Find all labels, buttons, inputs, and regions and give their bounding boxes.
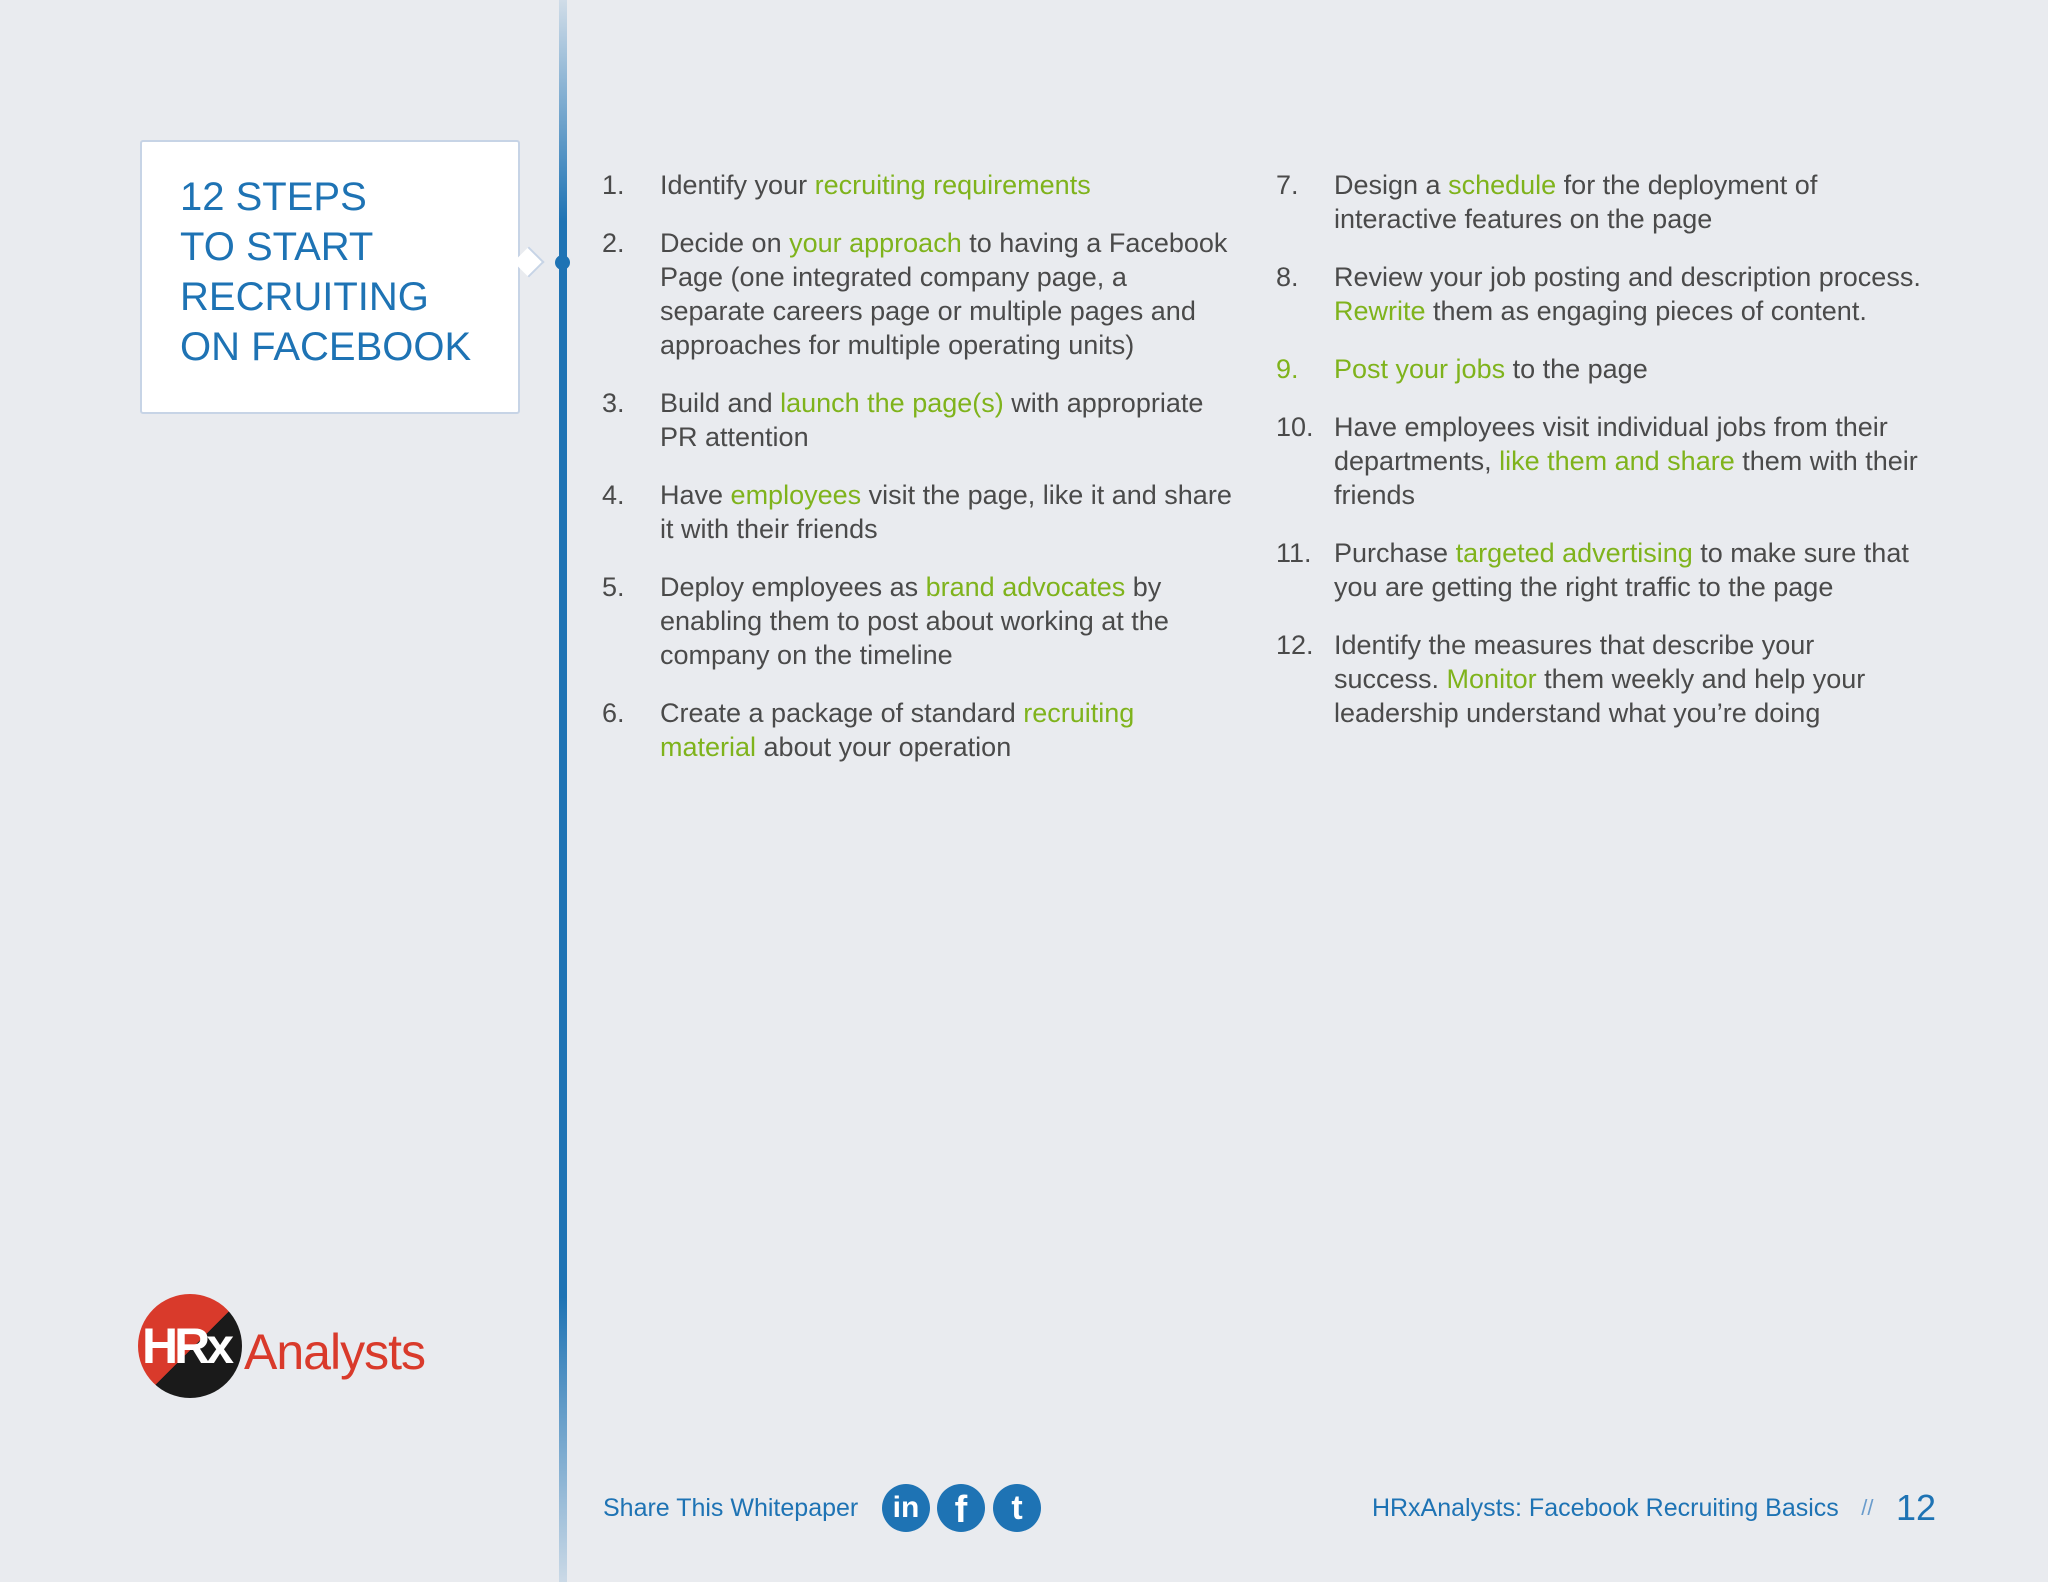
logo-mark-text: HRx bbox=[142, 1318, 231, 1374]
title-line-4: ON FACEBOOK bbox=[180, 325, 472, 369]
timeline-dot bbox=[555, 255, 570, 270]
step-text: to the page bbox=[1505, 354, 1648, 384]
steps-list-right bbox=[1276, 168, 1926, 754]
facebook-share-icon[interactable]: f bbox=[937, 1484, 985, 1532]
step-text: to make sure that you are getting the right traffic to the page bbox=[1334, 538, 1909, 602]
document-title: HRxAnalysts: Facebook Recruiting Basics bbox=[1371, 1494, 1839, 1522]
step-text: Build and bbox=[660, 388, 781, 418]
step-item bbox=[1276, 410, 1926, 512]
step-highlight: Rewrite bbox=[1334, 296, 1426, 326]
step-highlight: brand advocates bbox=[925, 572, 1126, 602]
step-highlight: Monitor bbox=[1446, 664, 1537, 694]
step-number: 3. bbox=[602, 388, 625, 418]
step-item bbox=[602, 386, 1232, 454]
step-text: Create a package of standard bbox=[660, 698, 1024, 728]
step-highlight: Post your jobs bbox=[1334, 354, 1506, 384]
step-number: 6. bbox=[602, 698, 625, 728]
step-highlight: like them and share bbox=[1499, 446, 1735, 476]
step-text: to having a Facebook Page (one integrated company page, a separate careers page or multiple pages and approaches for multiple operating units) bbox=[660, 228, 1228, 360]
step-highlight: recruiting material bbox=[660, 698, 1135, 762]
step-number: 4. bbox=[602, 480, 625, 510]
step-text: Review your job posting and description process. bbox=[1334, 262, 1921, 292]
twitter-share-icon[interactable]: t bbox=[993, 1484, 1041, 1532]
linkedin-share-icon[interactable]: in bbox=[882, 1484, 930, 1532]
step-item bbox=[602, 168, 1232, 202]
step-text: Design a bbox=[1334, 170, 1449, 200]
step-item bbox=[602, 478, 1232, 546]
step-number: 11. bbox=[1276, 538, 1312, 568]
step-highlight: your approach bbox=[789, 228, 962, 258]
title-line-2: TO START bbox=[180, 225, 374, 269]
page-footer bbox=[1371, 1487, 1936, 1528]
step-highlight: employees bbox=[730, 480, 862, 510]
step-item bbox=[602, 226, 1232, 362]
step-text: by enabling them to post about working at the company on the timeline bbox=[660, 572, 1169, 670]
step-text: them weekly and help your leadership understand what you’re doing bbox=[1334, 664, 1866, 728]
step-text: Identify the measures that describe your success. bbox=[1334, 630, 1815, 694]
share-label: Share This Whitepaper bbox=[603, 1494, 859, 1522]
footer-separator: // bbox=[1861, 1495, 1874, 1520]
step-text: them as engaging pieces of content. bbox=[1425, 296, 1867, 326]
step-highlight: schedule bbox=[1448, 170, 1557, 200]
step-highlight: recruiting requirements bbox=[814, 170, 1091, 200]
step-highlight: launch the page(s) bbox=[780, 388, 1004, 418]
title-line-1: 12 STEPS bbox=[180, 175, 367, 219]
section-callout bbox=[140, 140, 520, 414]
step-text: Decide on bbox=[660, 228, 790, 258]
step-item bbox=[1276, 536, 1926, 604]
step-number: 10. bbox=[1276, 412, 1314, 442]
step-number: 8. bbox=[1276, 262, 1299, 292]
step-item bbox=[1276, 352, 1926, 386]
step-text: visit the page, like it and share it with their friends bbox=[660, 480, 1232, 544]
vertical-rule bbox=[559, 0, 567, 1582]
step-text: for the deployment of interactive features on the page bbox=[1334, 170, 1818, 234]
logo-wordmark: Analysts bbox=[244, 1324, 425, 1380]
step-text: Purchase bbox=[1334, 538, 1456, 568]
step-text: with appropriate PR attention bbox=[660, 388, 1204, 452]
step-text: about your operation bbox=[756, 732, 1012, 762]
step-item bbox=[602, 570, 1232, 672]
title-line-3: RECRUITING bbox=[180, 275, 429, 319]
step-number: 2. bbox=[602, 228, 625, 258]
step-text: Have bbox=[660, 480, 731, 510]
step-item bbox=[1276, 260, 1926, 328]
step-number: 5. bbox=[602, 572, 625, 602]
step-number: 9. bbox=[1276, 354, 1299, 384]
steps-list-left bbox=[602, 168, 1232, 788]
step-text: Have employees visit individual jobs from their departments, bbox=[1334, 412, 1888, 476]
section-title bbox=[180, 172, 508, 372]
step-item bbox=[602, 696, 1232, 764]
page-number: 12 bbox=[1895, 1487, 1936, 1528]
step-item bbox=[1276, 628, 1926, 730]
hrxanalysts-logo bbox=[138, 1294, 438, 1404]
step-text: them with their friends bbox=[1334, 446, 1918, 510]
step-item bbox=[1276, 168, 1926, 236]
step-number: 7. bbox=[1276, 170, 1299, 200]
step-number: 12. bbox=[1276, 630, 1314, 660]
step-text: Identify your bbox=[660, 170, 815, 200]
step-highlight: targeted advertising bbox=[1455, 538, 1693, 568]
step-text: Deploy employees as bbox=[660, 572, 926, 602]
step-number: 1. bbox=[602, 170, 625, 200]
